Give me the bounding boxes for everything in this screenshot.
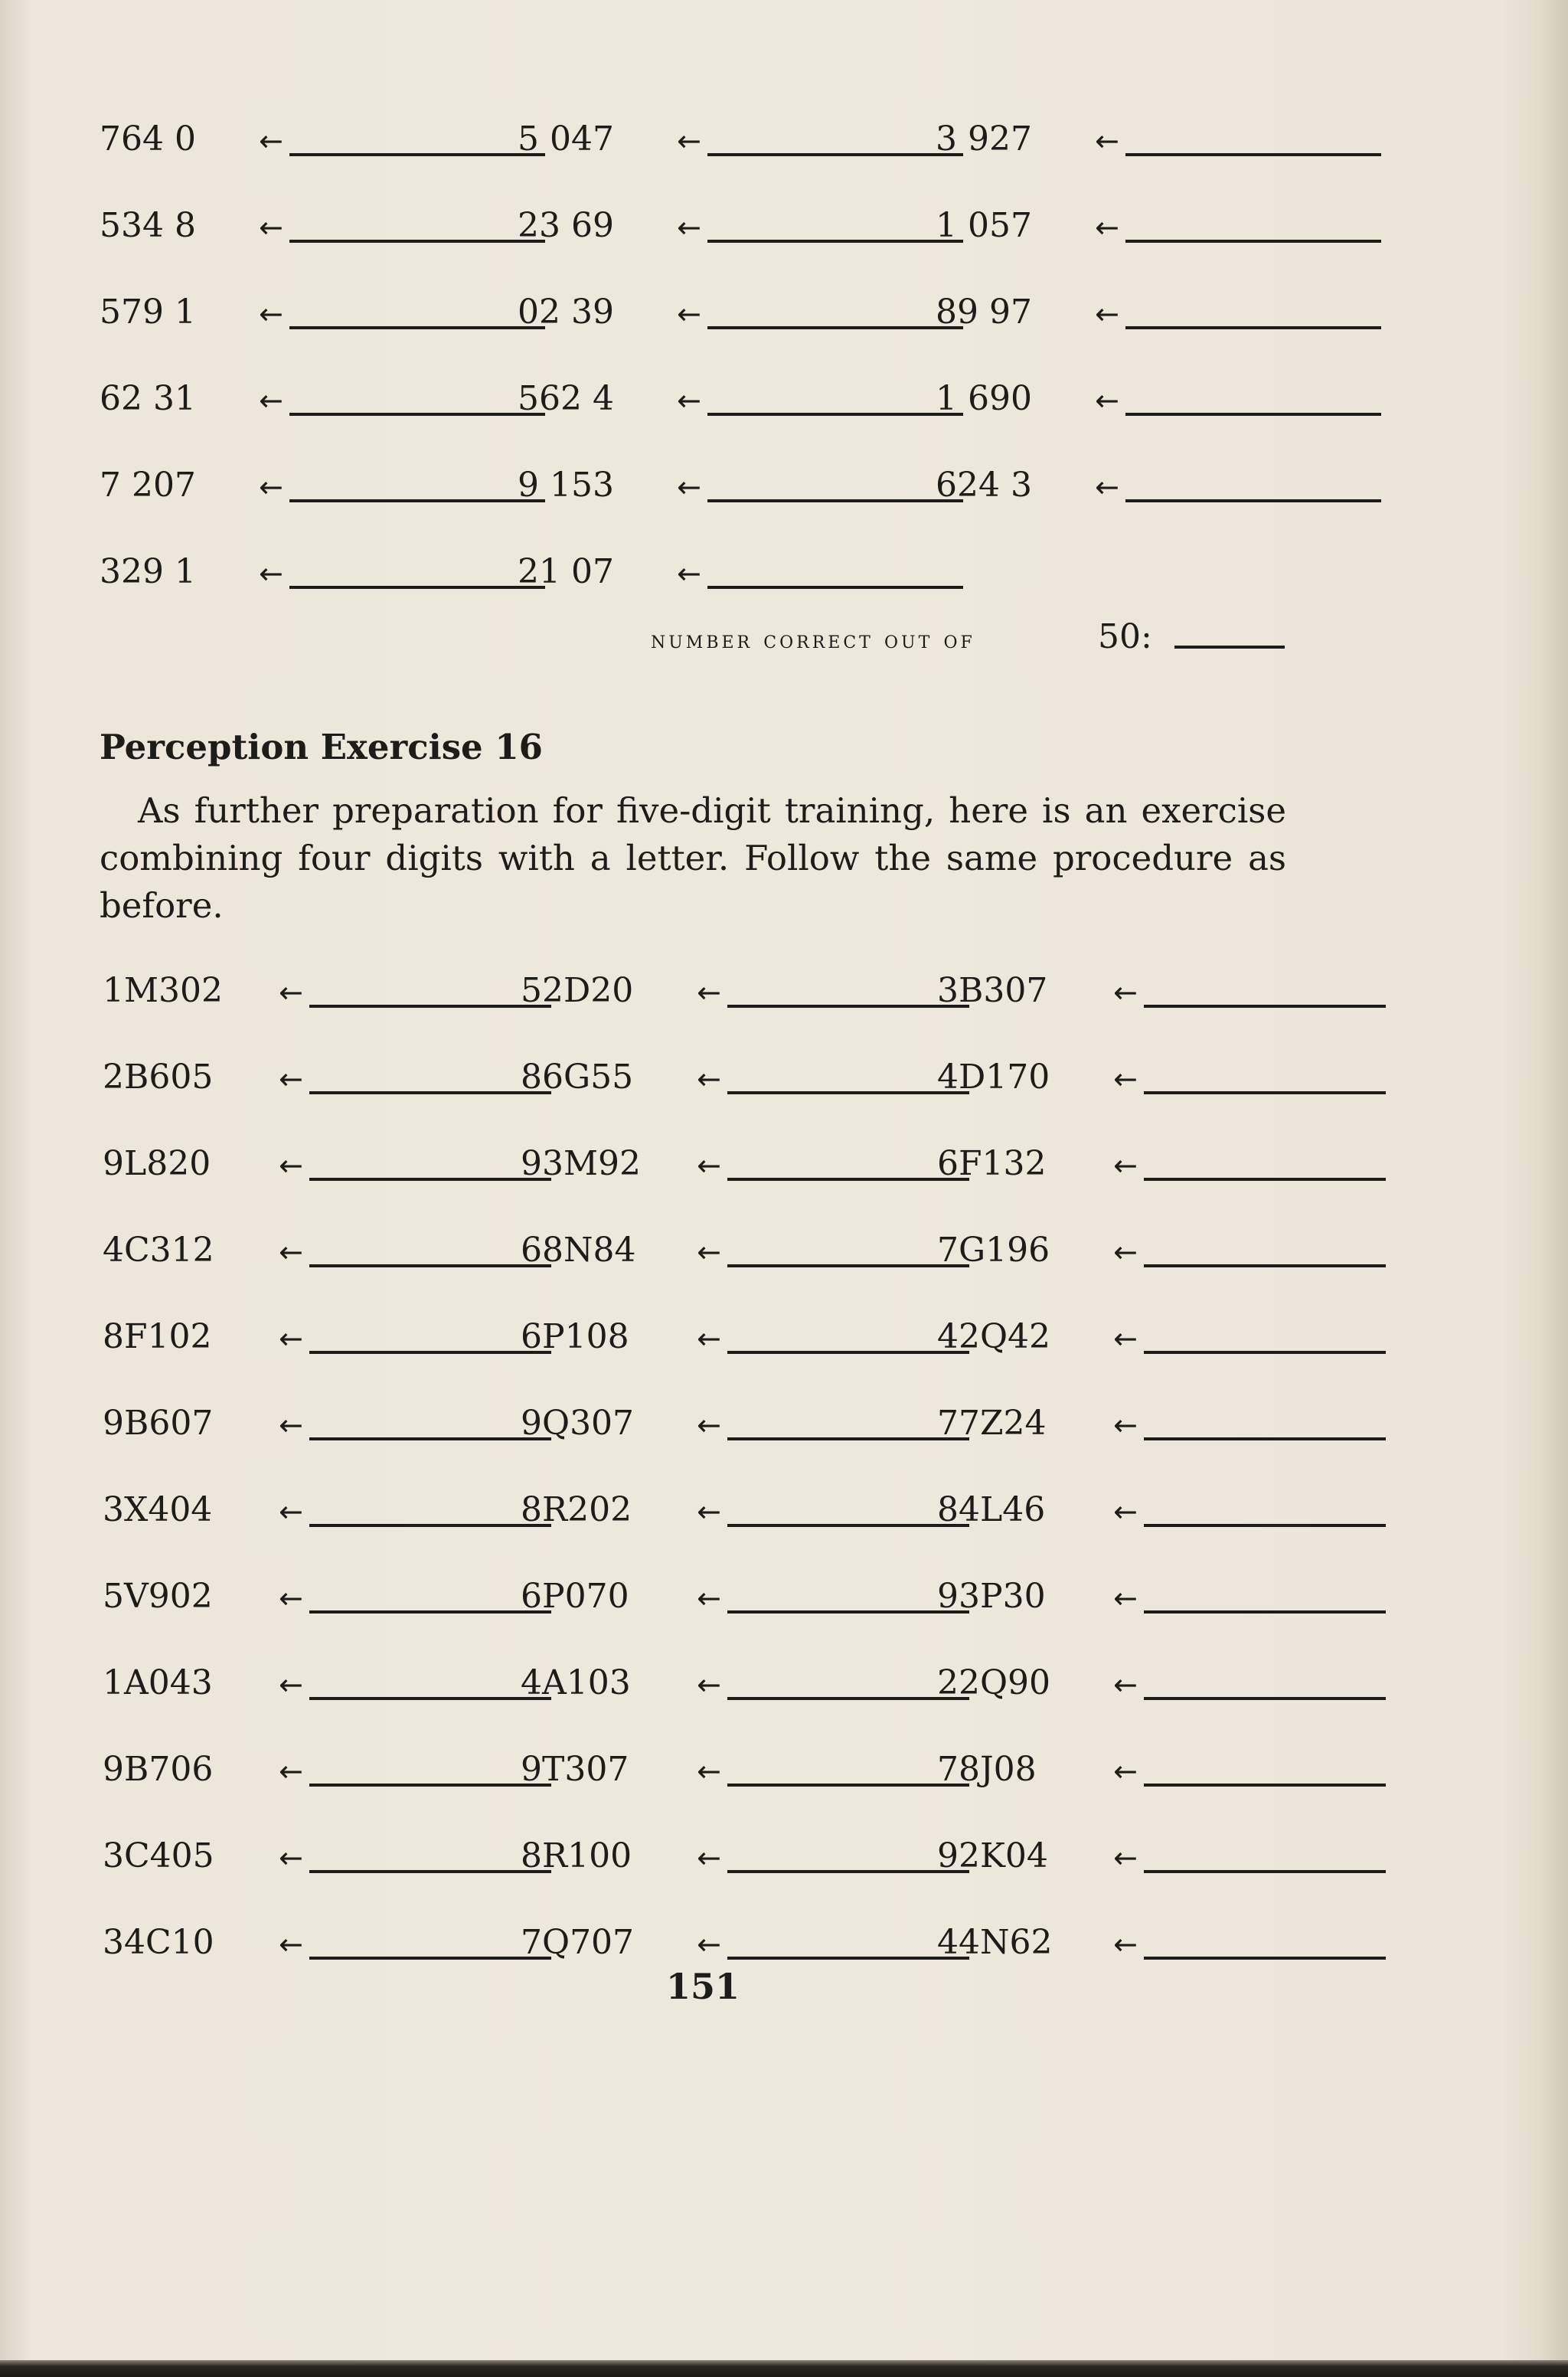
answer-blank[interactable]: [1125, 499, 1381, 502]
answer-blank[interactable]: [1144, 1610, 1386, 1614]
left-arrow-icon: ←: [1113, 1235, 1138, 1269]
exercise-instructions: As further preparation for five-digit training, here is an exercise combining four digits with a letter. Follow the same procedure as before.: [100, 790, 1286, 926]
answer-blank[interactable]: [1125, 326, 1381, 329]
answer-blank[interactable]: [727, 1870, 969, 1873]
answer-blank[interactable]: [309, 1091, 551, 1094]
answer-blank[interactable]: [289, 326, 545, 329]
score-label: number correct out of: [651, 625, 975, 654]
item-code: 78J08: [937, 1750, 1037, 1789]
left-arrow-icon: ←: [677, 470, 701, 504]
answer-blank[interactable]: [309, 1784, 551, 1787]
answer-blank[interactable]: [289, 499, 545, 502]
left-arrow-icon: ←: [1095, 211, 1119, 244]
left-arrow-icon: ←: [697, 1668, 721, 1702]
left-arrow-icon: ←: [697, 1322, 721, 1355]
answer-blank[interactable]: [727, 1697, 969, 1700]
left-arrow-icon: ←: [279, 1322, 303, 1355]
answer-blank[interactable]: [727, 1610, 969, 1614]
answer-blank[interactable]: [1144, 1524, 1386, 1527]
answer-blank[interactable]: [289, 586, 545, 589]
left-arrow-icon: ←: [259, 470, 283, 504]
item-code: 77Z24: [937, 1404, 1047, 1443]
left-arrow-icon: ←: [279, 1581, 303, 1615]
left-arrow-icon: ←: [279, 1927, 303, 1961]
left-arrow-icon: ←: [1095, 470, 1119, 504]
left-arrow-icon: ←: [1113, 1841, 1138, 1875]
left-arrow-icon: ←: [1095, 124, 1119, 158]
item-code: 6P070: [521, 1577, 629, 1616]
answer-blank[interactable]: [1144, 1784, 1386, 1787]
answer-blank[interactable]: [289, 240, 545, 243]
left-arrow-icon: ←: [279, 1841, 303, 1875]
item-code: 329 1: [100, 552, 196, 591]
answer-blank[interactable]: [309, 1697, 551, 1700]
item-code: 3X404: [103, 1490, 213, 1529]
item-code: 44N62: [937, 1923, 1053, 1962]
left-arrow-icon: ←: [697, 1149, 721, 1182]
answer-blank[interactable]: [1144, 1091, 1386, 1094]
left-arrow-icon: ←: [1113, 1062, 1138, 1096]
left-arrow-icon: ←: [697, 1495, 721, 1529]
left-arrow-icon: ←: [279, 1062, 303, 1096]
item-code: 84L46: [937, 1490, 1046, 1529]
answer-blank[interactable]: [1144, 1870, 1386, 1873]
item-code: 4C312: [103, 1231, 214, 1270]
answer-blank[interactable]: [1144, 1178, 1386, 1181]
item-code: 8F102: [103, 1317, 212, 1356]
left-arrow-icon: ←: [1113, 1927, 1138, 1961]
left-arrow-icon: ←: [697, 1581, 721, 1615]
item-code: 764 0: [100, 119, 196, 159]
item-code: 89 97: [936, 293, 1032, 332]
page-number: 151: [666, 1966, 740, 2007]
item-code: 1M302: [103, 971, 224, 1010]
left-arrow-icon: ←: [279, 976, 303, 1009]
item-code: 3C405: [103, 1836, 214, 1875]
left-arrow-icon: ←: [697, 1235, 721, 1269]
answer-blank[interactable]: [1144, 1697, 1386, 1700]
answer-blank[interactable]: [1125, 413, 1381, 416]
score-blank[interactable]: [1174, 646, 1285, 649]
item-code: 7G196: [937, 1231, 1050, 1270]
answer-blank[interactable]: [727, 1351, 969, 1354]
answer-blank[interactable]: [727, 1005, 969, 1008]
answer-blank[interactable]: [1125, 153, 1381, 156]
item-code: 34C10: [103, 1923, 214, 1962]
left-arrow-icon: ←: [697, 1841, 721, 1875]
answer-blank[interactable]: [707, 326, 963, 329]
left-arrow-icon: ←: [1113, 1495, 1138, 1529]
left-arrow-icon: ←: [697, 1927, 721, 1961]
left-arrow-icon: ←: [1113, 1581, 1138, 1615]
left-arrow-icon: ←: [697, 1408, 721, 1442]
answer-blank[interactable]: [707, 499, 963, 502]
item-code: 9T307: [521, 1750, 629, 1789]
left-arrow-icon: ←: [279, 1668, 303, 1702]
item-code: 22Q90: [937, 1663, 1051, 1702]
item-code: 02 39: [518, 293, 614, 332]
page-edge-shadow: [0, 2360, 1568, 2377]
answer-blank[interactable]: [727, 1178, 969, 1181]
left-arrow-icon: ←: [697, 1062, 721, 1096]
item-code: 52D20: [521, 971, 634, 1010]
left-arrow-icon: ←: [697, 1754, 721, 1788]
item-code: 534 8: [100, 206, 196, 245]
item-code: 579 1: [100, 293, 196, 332]
item-code: 93P30: [937, 1577, 1046, 1616]
item-code: 86G55: [521, 1058, 634, 1097]
answer-blank[interactable]: [309, 1264, 551, 1267]
left-arrow-icon: ←: [677, 211, 701, 244]
left-arrow-icon: ←: [697, 976, 721, 1009]
answer-blank[interactable]: [309, 1351, 551, 1354]
answer-blank[interactable]: [289, 153, 545, 156]
item-code: 4D170: [937, 1058, 1050, 1097]
item-code: 3 927: [936, 119, 1032, 159]
answer-blank[interactable]: [1144, 1437, 1386, 1440]
left-arrow-icon: ←: [1113, 1668, 1138, 1702]
left-arrow-icon: ←: [259, 211, 283, 244]
answer-blank[interactable]: [1144, 1351, 1386, 1354]
item-code: 5 047: [518, 119, 614, 159]
item-code: 42Q42: [937, 1317, 1051, 1356]
left-arrow-icon: ←: [677, 297, 701, 331]
answer-blank[interactable]: [309, 1437, 551, 1440]
left-arrow-icon: ←: [279, 1149, 303, 1182]
answer-blank[interactable]: [727, 1264, 969, 1267]
left-arrow-icon: ←: [1095, 384, 1119, 417]
left-arrow-icon: ←: [259, 384, 283, 417]
left-arrow-icon: ←: [1113, 1754, 1138, 1788]
left-arrow-icon: ←: [1113, 1149, 1138, 1182]
item-code: 9L820: [103, 1144, 211, 1183]
item-code: 9 153: [518, 466, 614, 505]
score-total: 50:: [1098, 617, 1152, 656]
item-code: 93M92: [521, 1144, 642, 1183]
item-code: 62 31: [100, 379, 196, 418]
item-code: 7Q707: [521, 1923, 635, 1962]
answer-blank[interactable]: [309, 1610, 551, 1614]
item-code: 1 057: [936, 206, 1032, 245]
left-arrow-icon: ←: [279, 1235, 303, 1269]
left-arrow-icon: ←: [677, 384, 701, 417]
answer-blank[interactable]: [727, 1957, 969, 1960]
answer-blank[interactable]: [707, 413, 963, 416]
item-code: 1A043: [103, 1663, 213, 1702]
exercise-heading: Perception Exercise 16: [100, 727, 543, 767]
left-arrow-icon: ←: [1095, 297, 1119, 331]
item-code: 9B706: [103, 1750, 214, 1789]
item-code: 23 69: [518, 206, 614, 245]
answer-blank[interactable]: [727, 1524, 969, 1527]
item-code: 21 07: [518, 552, 614, 591]
answer-blank[interactable]: [707, 586, 963, 589]
item-code: 7 207: [100, 466, 196, 505]
answer-blank[interactable]: [1125, 240, 1381, 243]
item-code: 2B605: [103, 1058, 214, 1097]
answer-blank[interactable]: [309, 1957, 551, 1960]
answer-blank[interactable]: [1144, 1957, 1386, 1960]
answer-blank[interactable]: [1144, 1264, 1386, 1267]
left-arrow-icon: ←: [1113, 1408, 1138, 1442]
item-code: 624 3: [936, 466, 1032, 505]
left-arrow-icon: ←: [279, 1495, 303, 1529]
item-code: 5V902: [103, 1577, 213, 1616]
left-arrow-icon: ←: [677, 124, 701, 158]
left-arrow-icon: ←: [259, 557, 283, 590]
answer-blank[interactable]: [289, 413, 545, 416]
answer-blank[interactable]: [309, 1870, 551, 1873]
answer-blank[interactable]: [309, 1005, 551, 1008]
item-code: 9B607: [103, 1404, 214, 1443]
answer-blank[interactable]: [309, 1178, 551, 1181]
answer-blank[interactable]: [309, 1524, 551, 1527]
item-code: 92K04: [937, 1836, 1048, 1875]
item-code: 1 690: [936, 379, 1032, 418]
item-code: 9Q307: [521, 1404, 635, 1443]
answer-blank[interactable]: [727, 1784, 969, 1787]
answer-blank[interactable]: [1144, 1005, 1386, 1008]
left-arrow-icon: ←: [279, 1754, 303, 1788]
item-code: 6F132: [937, 1144, 1047, 1183]
item-code: 562 4: [518, 379, 614, 418]
answer-blank[interactable]: [727, 1091, 969, 1094]
item-code: 8R100: [521, 1836, 632, 1875]
left-arrow-icon: ←: [259, 297, 283, 331]
answer-blank[interactable]: [727, 1437, 969, 1440]
item-code: 3B307: [937, 971, 1048, 1010]
left-arrow-icon: ←: [677, 557, 701, 590]
left-arrow-icon: ←: [1113, 976, 1138, 1009]
item-code: 68N84: [521, 1231, 636, 1270]
item-code: 8R202: [521, 1490, 632, 1529]
answer-blank[interactable]: [707, 153, 963, 156]
left-arrow-icon: ←: [279, 1408, 303, 1442]
left-arrow-icon: ←: [259, 124, 283, 158]
left-arrow-icon: ←: [1113, 1322, 1138, 1355]
item-code: 6P108: [521, 1317, 629, 1356]
answer-blank[interactable]: [707, 240, 963, 243]
item-code: 4A103: [521, 1663, 631, 1702]
